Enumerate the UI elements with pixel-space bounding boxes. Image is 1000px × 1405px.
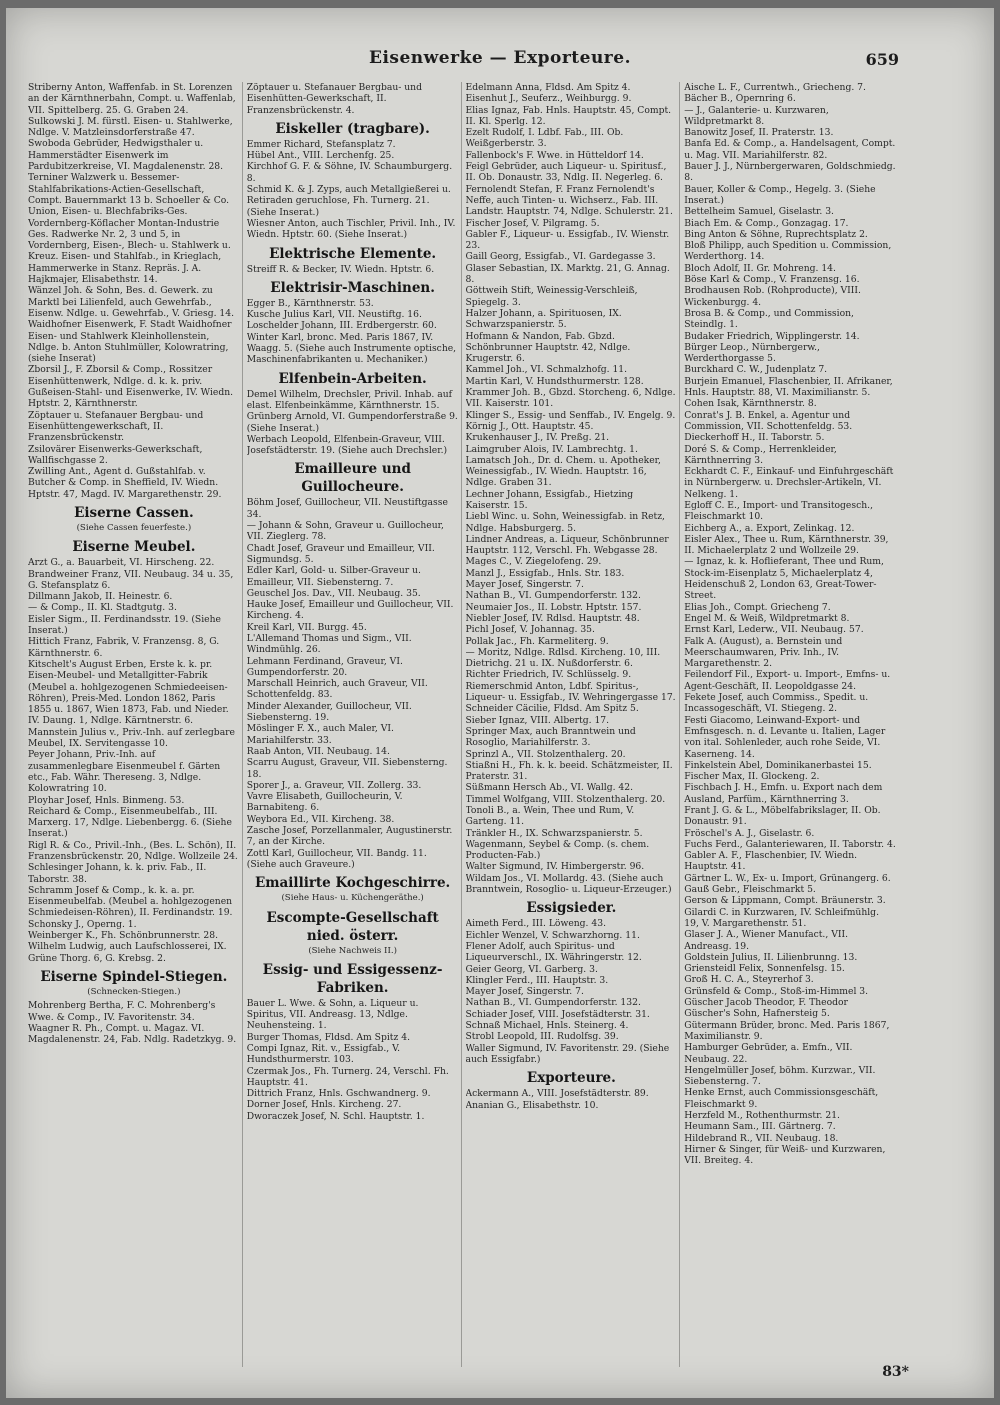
directory-entry: Vavre Elisabeth, Guillocheurin, V. Barnabiteng. 6. (246, 791, 403, 814)
directory-entry: Marschall Heinrich, auch Graveur, VII. Schottenfeldg. 83. (246, 678, 428, 701)
directory-entry: Glaser J. A., Wiener Manufact., VII. Andreasg. 19. (684, 929, 849, 952)
directory-entry: Richter Friedrich, IV. Schlüsselg. 9. (465, 669, 632, 681)
directory-entry: Ananian G., Elisabethstr. 10. (465, 1099, 599, 1111)
directory-entry: Weinberger K., Fh. Schönbrunnerstr. 28. (28, 930, 218, 942)
directory-entry: Groß H. C. A., Steyrerhof 3. (684, 974, 814, 986)
directory-entry: Lechner Johann, Essigfab., Hietzing Kaiserstr. 15. (465, 488, 634, 511)
directory-entry: Krukenhauser J., IV. Preßg. 21. (465, 432, 610, 444)
directory-entry: Streiff R. & Becker, IV. Wiedn. Hptstr. 6. (246, 263, 435, 275)
directory-entry: Ezelt Rudolf, I. Ldbf. Fab., III. Ob. Weißgerberstr. 3. (465, 127, 624, 150)
section-heading: Essigsieder. (526, 900, 617, 917)
directory-entry: Pichl Josef, V. Johannag. 35. (465, 624, 595, 636)
section-note: (Siehe Cassen feuerfeste.) (76, 522, 192, 533)
directory-entry: Striberny Anton, Waffenfab. in St. Lorenzen an der Kärnthnerbahn, Compt. u. Waffenlab, VII. Spittelberg. 25. G. Graben 24. (28, 82, 236, 116)
directory-entry: Kreil Karl, VII. Burgg. 45. (246, 621, 367, 633)
directory-entry: Schneider Cäcilie, Fldsd. Am Spitz 5. (465, 703, 639, 715)
directory-entry: Walter Sigmund, IV. Himbergerstr. 96. (465, 861, 645, 873)
directory-entry: Eckhardt C. F., Einkauf- und Einfuhrgeschäft in Nürnbergerw. u. Drechsler-Artikeln, VI. Nelkeng. 1. (684, 466, 894, 500)
directory-entry: Halzer Johann, a. Spirituosen, IX. Schwarzspanierstr. 5. (465, 307, 622, 331)
directory-entry: Heumann Sam., III. Gärtnerg. 7. (684, 1121, 836, 1133)
directory-entry: Möslinger F. X., auch Maler, VI. Mariahilferstr. 33. (246, 723, 394, 746)
directory-entry: Laimgruber Alois, IV. Lambrechtg. 1. (465, 443, 638, 455)
directory-entry: Brodhausen Rob. (Rohproducte), VIII. Wickenburgg. 4. (684, 285, 861, 308)
directory-entry: Bürger Leop., Nürnbergerw., Werderthorgasse 5. (684, 341, 820, 365)
directory-entry: Terniner Walzwerk u. Bessemer-Stahlfabrikations-Actien-Gesellschaft, Compt. Bauernmarkt 13 b. Schoeller & Co. (28, 172, 230, 206)
page-number: 659 (865, 50, 899, 69)
directory-entry: Martin Karl, V. Hundsthurmerstr. 128. (465, 375, 644, 387)
directory-entry: Fröschel's A. J., Giselastr. 6. (684, 827, 815, 839)
section-heading: Exporteure. (526, 1070, 616, 1087)
directory-entry: Swoboda Gebrüder, Hedwigsthaler u. Hammerstädter Eisenwerk im Pardubitzerkreise, VI. Magdalenenstr. 28. (28, 138, 224, 173)
directory-entry: Sulkowski J. M. fürstl. Eisen- u. Stahlwerke, Ndlge. V. Matzleinsdorferstraße 47. (28, 115, 233, 139)
directory-entry: Bauer L. Wwe. & Sohn, a. Liqueur u. Spiritus, VII. Andreasg. 13, Ndlge. Neuhensteing. 1. (246, 997, 419, 1032)
directory-entry: Gerson & Lippmann, Compt. Bräunerstr. 3. (684, 895, 886, 907)
directory-entry: Lehmann Ferdinand, Graveur, VI. Gumpendorferstr. 20. (246, 655, 403, 678)
directory-entry: Klingler Ferd., III. Hauptstr. 3. (465, 974, 609, 986)
directory-entry: Egger B., Kärnthnerstr. 53. (246, 297, 374, 309)
directory-entry: Waidhofner Eisenwerk, F. Stadt Waidhofner Eisen- und Stahlwerk Kleinhollenstein, Ndlge. b. Anton Stuhlmüller, Kolowratring, (siehe Inserat) (28, 319, 232, 365)
directory-entry: L'Allemand Thomas und Sigm., VII. Windmühlg. 26. (246, 632, 412, 656)
section-heading: Emaillirte Kochgeschirre. (254, 875, 451, 892)
directory-entry: Neumaier Jos., II. Lobstr. Hptstr. 157. (465, 601, 642, 613)
directory-entry: Zottl Karl, Guillocheur, VII. Bandg. 11. (Siehe auch Graveure.) (246, 847, 427, 870)
directory-entry: Wilhelm Ludwig, auch Laufschlosserei, IX. Grüne Thorg. 6, G. Krebsg. 2. (28, 941, 227, 964)
section-heading: Elektrische Elemente. (269, 245, 437, 262)
directory-entry: Goldstein Julius, II. Lilienbrunng. 13. (684, 951, 858, 963)
directory-entry: Zsilovärer Eisenwerks-Gewerkschaft, Wallfischgasse 2. (28, 443, 203, 466)
directory-entry: — Ignaz, k. k. Hoflieferant, Thee und Rum, Stock-im-Eisenplatz 5, Michaelerplatz 4, Heidenschuß 2, London 63, Great-Tower-Street. (684, 556, 884, 602)
directory-entry: Schramm Josef & Comp., k. k. a. pr. Eisenmeubelfab. (Meubel a. hohlgezogenen Schmiedeisen-Röhren), II. Ferdinandstr. 19. (28, 884, 233, 919)
directory-entry: Güscher Jacob Theodor, F. Theodor Güscher's Sohn, Hafnersteig 5. (684, 997, 848, 1020)
directory-entry: Schmid K. & J. Zyps, auch Metallgießerei u. Retiraden geruchlose, Fh. Turnerg. 21. (Siehe Inserat.) (246, 184, 451, 218)
section-heading: Eiserne Spindel-Stiegen. (40, 968, 228, 985)
directory-entry: Gabler A. F., Flaschenbier, IV. Wiedn. Hauptstr. 41. (684, 850, 858, 873)
directory-entry: Glaser Sebastian, IX. Marktg. 21, G. Annag. 8. (465, 262, 670, 286)
directory-entry: Conrat's J. B. Enkel, a. Agentur und Commission, VII. Schottenfeldg. 53. (684, 409, 853, 432)
directory-entry: Schonsky J., Operng. 1. (28, 918, 137, 930)
section-heading: Escompte-Gesellschaft nied. österr. (266, 909, 439, 944)
section-heading: Elektrisir-Maschinen. (270, 279, 435, 296)
directory-entry: Nathan B., VI. Gumpendorferstr. 132. (465, 997, 641, 1009)
directory-entry: Edelmann Anna, Fldsd. Am Spitz 4. (465, 82, 631, 93)
directory-entry: Gilardi C. in Kurzwaren, IV. Schleifmühlg. 19, V. Margarethenstr. 51. (684, 906, 879, 929)
directory-entry: Mages C., V. Ziegelofeng. 29. (465, 556, 602, 568)
directory-entry: Edler Karl, Gold- u. Silber-Graveur u. Emailleur, VII. Siebensterng. 7. (246, 565, 421, 588)
directory-entry: Wiesner Anton, auch Tischler, Privil. Inh., IV. Wiedn. Hptstr. 60. (Siehe Inserat.) (246, 217, 456, 241)
directory-entry: Eisenhut J., Seuferz., Weihburgg. 9. (465, 93, 632, 105)
directory-entry: Zborsil J., F. Zborsil & Comp., Rossitzer Eisenhüttenwerk, Ndlge. d. k. k. priv. Gußeisen-Stahl- und Eisenwerke, IV. Wiedn. Hptstr. 2, Kärnthnerstr. (28, 364, 234, 410)
directory-entry: Feilendorf Fil., Export- u. Import-, Emfns- u. Agent-Geschäft, II. Leopoldgasse 24. (684, 669, 891, 692)
directory-entry: Ackermann A., VIII. Josefstädterstr. 89. (465, 1088, 649, 1100)
directory-entry: Sieber Ignaz, VIII. Albertg. 17. (465, 714, 610, 726)
document-page (6, 8, 994, 1398)
directory-entry: Ernst Karl, Lederw., VII. Neubaug. 57. (684, 624, 864, 636)
directory-entry: Brosa B. & Comp., und Commission, Steindlg. 1. (684, 307, 854, 331)
directory-entry: Krammer Joh. B., Gbzd. Storcheng. 6, Ndlge. VII. Kaiserstr. 101. (465, 387, 676, 410)
directory-entry: Gaill Georg, Essigfab., VI. Gardegasse 3. (465, 251, 656, 263)
directory-entry: Hamburger Gebrüder, a. Emfn., VII. Neubaug. 22. (684, 1042, 853, 1065)
directory-entry: Scarru August, Graveur, VII. Siebensterng. 18. (246, 757, 448, 780)
directory-entry: Fekete Josef, auch Commiss., Spedit. u. Incassogeschäft, VI. Stiegeng. 2. (684, 692, 869, 715)
section-heading: Elfenbein-Arbeiten. (278, 370, 427, 387)
directory-entry: Strobl Leopold, III. Rudolfsg. 39. (465, 1031, 619, 1043)
directory-entry: Hauke Josef, Emailleur und Guillocheur, VII. Kircheng. 4. (246, 599, 454, 622)
directory-entry: Klinger S., Essig- und Senffab., IV. Engelg. 9. (465, 409, 676, 421)
directory-entry: Gärtner L. W., Ex- u. Import, Grünangerg. 6. (684, 872, 891, 884)
directory-entry: Burckhard C. W., Judenplatz 7. (684, 364, 828, 376)
directory-entry: Schnaß Michael, Hnls. Steinerg. 4. (465, 1020, 629, 1032)
directory-entry: Bing Anton & Söhne, Ruprechtsplatz 2. (684, 228, 868, 240)
directory-entry: Fischer Max, II. Glockeng. 2. (684, 771, 820, 783)
directory-entry: Vordernberg-Köflacher Montan-Industrie Ges. Radwerke Nr. 2, 3 und 5, in Vordernberg, Eisen-, Blech- u. Stahlwerk u. Kreuz. Eisen- und Stahlfab., in Krieglach, Hammerwerke in Stanz. Repräs. J. A. Hajkmajer, Elisabethstr. 14. (28, 217, 231, 286)
column-1 (28, 82, 243, 1367)
signature-mark: 83* (882, 1364, 909, 1380)
section-note: (Siehe Nachweis II.) (308, 945, 397, 956)
directory-entry: Bloch Adolf, II. Gr. Mohreng. 14. (684, 262, 836, 274)
directory-entry: Eisler Sigm., II. Ferdinandsstr. 19. (Siehe Inserat.) (28, 613, 221, 637)
directory-entry: Eisler Alex., Thee u. Rum, Kärnthnerstr. 39, II. Michaelerplatz 2 und Wollzeile 29. (684, 533, 889, 557)
directory-entry: — J., Galanterie- u. Kurzwaren, Wildpretmarkt 8. (684, 104, 829, 127)
directory-entry: Bauer J. J., Nürnbergerwaren, Goldschmiedg. 8. (684, 161, 896, 184)
directory-entry: Dittrich Franz, Hnls. Gschwandnerg. 9. (246, 1088, 431, 1100)
directory-entry: Nathan B., VI. Gumpendorferstr. 132. (465, 590, 641, 602)
directory-entry: Geier Georg, VI. Garberg. 3. (465, 963, 598, 975)
directory-entry: Dorner Josef, Hnls. Kircheng. 27. (246, 1099, 402, 1111)
directory-entry: Kusche Julius Karl, VII. Neustiftg. 16. (246, 309, 422, 321)
directory-entry: Eichberg A., a. Export, Zelinkag. 12. (684, 522, 855, 534)
directory-entry: Emmer Richard, Stefansplatz 7. (246, 138, 396, 150)
directory-entry: Weybora Ed., VII. Kircheng. 38. (246, 813, 395, 825)
directory-entry: Aische L. F., Currentwh., Griecheng. 7. (684, 82, 866, 93)
directory-entry: Union, Eisen- u. Blechfabriks-Ges. (28, 206, 188, 218)
directory-entry: Riemerschmid Anton, Ldbf. Spiritus-, Liqueur- u. Essigfab., IV. Wehringergasse 17. (465, 680, 676, 704)
directory-entry: Fallenbock's F. Wwe. in Hütteldorf 14. (465, 149, 644, 161)
directory-entry: Frant J. G. & L., Möbelfabrikslager, II. Ob. Donaustr. 91. (684, 805, 881, 828)
directory-entry: Geuschel Jos. Dav., VII. Neubaug. 35. (246, 587, 421, 599)
section-note: (Schnecken-Stiegen.) (87, 986, 181, 997)
directory-entry: Hengelmüller Josef, böhm. Kurzwar., VII. Siebensterng. 7. (684, 1064, 876, 1088)
directory-entry: Egloff C. E., Import- und Transitogesch., Fleischmarkt 10. (684, 499, 873, 523)
directory-entry: — & Comp., II. Kl. Stadtgutg. 3. (28, 602, 177, 614)
directory-entry: Brandweiner Franz, VII. Neubaug. 34 u. 35, G. Stefansplatz 6. (28, 568, 234, 591)
directory-entry: Cohen Isak, Kärnthnerstr. 8. (684, 398, 817, 410)
directory-entry: Demel Wilhelm, Drechsler, Privil. Inhab. auf elast. Elfenbeinkämme, Kärnthnerstr. 15. (246, 388, 453, 411)
directory-entry: Sporer J., a. Graveur, VII. Zollerg. 33. (246, 779, 422, 791)
directory-entry: Göttweih Stift, Weinessig-Verschleiß, Spiegelg. 3. (465, 285, 638, 308)
directory-entry: Minder Alexander, Guillocheur, VII. Siebensterng. 19. (246, 700, 412, 724)
directory-entry: Biach Em. & Comp., Gonzagag. 17. (684, 217, 849, 229)
directory-entry: Flener Adolf, auch Spiritus- und Liqueurverschl., IX. Währingerstr. 12. (465, 940, 642, 964)
directory-entry: Niebler Josef, IV. Rdlsd. Hauptstr. 48. (465, 612, 640, 624)
directory-columns (28, 82, 898, 1367)
directory-entry: Waagner R. Ph., Compt. u. Magaz. VI. Magdalenenstr. 24, Fab. Ndlg. Radetzkyg. 9. (28, 1022, 237, 1046)
directory-entry: Bloß Philipp, auch Spedition u. Commission, Werderthorg. 14. (684, 240, 892, 263)
directory-entry: Stiaßni H., Fh. k. k. beeid. Schätzmeister, II. Praterstr. 31. (465, 759, 673, 783)
directory-entry: Werbach Leopold, Elfenbein-Graveur, VIII. Josefstädterstr. 19. (Siehe auch Drechsler.) (246, 433, 448, 457)
directory-entry: Kammel Joh., VI. Schmalzhofg. 11. (465, 364, 628, 376)
directory-entry: Rigl R. & Co., Privil.-Inh., (Bes. L. Schön), II. Franzensbrückenstr. 20, Ndlge. Wollzeile 24. (28, 839, 238, 862)
section-heading: Essig- und Essigessenz-Fabriken. (262, 961, 443, 996)
directory-entry: Sprinzl A., VII. Stolzenthalerg. 20. (465, 748, 626, 760)
directory-entry: Doré S. & Comp., Herrenkleider, Kärnthnerring 3. (684, 443, 837, 466)
directory-entry: Gauß Gebr., Fleischmarkt 5. (684, 884, 816, 896)
directory-entry: Czermak Jos., Fh. Turnerg. 24, Verschl. Fh. Hauptstr. 41. (246, 1065, 449, 1088)
directory-entry: Tonoli B., a. Wein, Thee und Rum, V. Garteng. 11. (465, 805, 635, 828)
directory-entry: Schiader Josef, VIII. Josefstädterstr. 31. (465, 1008, 650, 1020)
directory-entry: Kirchhof G. F. & Söhne, IV. Schaumburgerg. 8. (246, 161, 453, 184)
directory-entry: Lindner Andreas, a. Liqueur, Schönbrunner Hauptstr. 112, Verschl. Fh. Webgasse 28. (465, 533, 669, 557)
directory-entry: Hofmann & Nandon, Fab. Gbzd. Schönbrunner Hauptstr. 42, Ndlge. Krugerstr. 6. (465, 330, 631, 365)
directory-entry: Grünsfeld & Comp., Stoß-im-Himmel 3. (684, 985, 869, 997)
directory-entry: Banfa Ed. & Comp., a. Handelsagent, Compt. u. Mag. VII. Mariahilferstr. 82. (684, 138, 896, 161)
directory-entry: Körnig J., Ott. Hauptstr. 45. (465, 420, 594, 432)
directory-entry: Wagenmann, Seybel & Comp. (s. chem. Producten-Fab.) (465, 838, 650, 862)
directory-entry: Springer Max, auch Branntwein und Rosoglio, Mariahilferstr. 3. (465, 725, 636, 749)
directory-entry: Winter Karl, bronc. Med. Paris 1867, IV. Waagg. 5. (Siehe auch Instrumente optische, Maschinenfabrikanten u. Mechaniker.) (246, 331, 457, 366)
directory-entry: Hübel Ant., VIII. Lerchenfg. 25. (246, 150, 395, 162)
directory-entry: Zasche Josef, Porzellanmaler, Augustinerstr. 7, an der Kirche. (246, 825, 453, 848)
directory-entry: Engel M. & Weiß, Wildpretmarkt 8. (684, 612, 850, 624)
directory-entry: Bettelheim Samuel, Giselastr. 3. (684, 206, 834, 218)
directory-entry: Kitschelt's August Erben, Erste k. k. pr. Eisen-Meubel- und Metallgitter-Fabrik (Meubel a. hohlgezogenen Schmiedeeisen-Röhren), Preis-Med. London 1862, Paris 1855 u. 1867, Wien 1873, Fab. und Nieder. IV. Daung. 1, Ndlge. Kärntnerstr. 6. (28, 658, 229, 727)
directory-entry: Grünberg Arnold, VI. Gumpendorferstraße 9. (Siehe Inserat.) (246, 411, 458, 434)
directory-entry: Zwilling Ant., Agent d. Gußstahlfab. v. Butcher & Comp. in Sheffield, IV. Wiedn. Hptstr. 47, Magd. IV. Margarethenstr. 29. (28, 466, 222, 500)
column-3 (466, 82, 681, 1367)
directory-entry: — Johann & Sohn, Graveur u. Guillocheur, VII. Zieglerg. 78. (246, 520, 444, 543)
directory-entry: Burjein Emanuel, Flaschenbier, II. Afrikaner, Hnls. Hauptstr. 88, VI. Maximilianstr. 5. (684, 375, 893, 399)
directory-entry: Aimeth Ferd., III. Löweng. 43. (465, 918, 607, 930)
section-heading: Eiserne Cassen. (74, 504, 194, 521)
directory-entry: Fernolendt Stefan, F. Franz Fernolendt's Neffe, auch Tinten- u. Wichserz., Fab. III. Landstr. Hauptstr. 74, Ndlge. Schulerstr. 21. (465, 183, 673, 218)
directory-entry: Festi Giacomo, Leinwand-Export- und Emfnsgesch. n. d. Levante u. Italien, Lager von ital. Sohlenleder, auch rohe Seide, VI. Kaserneng. 14. (684, 714, 886, 760)
directory-entry: Herzfeld M., Rothenthurmstr. 21. (684, 1110, 840, 1122)
section-heading: Eiskeller (tragbare). (275, 120, 430, 137)
directory-entry: Compi Ignaz, Rit. v., Essigfab., V. Hundsthurmerstr. 103. (246, 1043, 401, 1066)
directory-entry: Böhm Josef, Guillocheur, VII. Neustiftgasse 34. (246, 497, 448, 520)
page-header-title: Eisenwerke — Exporteure. (369, 48, 631, 68)
directory-entry: Mannstein Julius v., Priv.-Inh. auf zerlegbare Meubel, IX. Servitengasse 10. (28, 726, 235, 750)
directory-entry: Loschelder Johann, III. Erdbergerstr. 60. (246, 320, 437, 332)
directory-entry: Wildam Jos., VI. Mollardg. 43. (Siehe auch Branntwein, Rosoglio- u. Liqueur-Erzeuger.) (465, 872, 672, 896)
column-2 (247, 82, 462, 1367)
directory-entry: Timmel Wolfgang, VIII. Stolzenthalerg. 20. (465, 793, 666, 805)
section-note: (Siehe Haus- u. Küchengeräthe.) (281, 893, 424, 904)
directory-entry: Elias Joh., Compt. Griecheng 7. (684, 601, 831, 613)
directory-entry: Budaker Friedrich, Wipplingerstr. 14. (684, 330, 860, 342)
directory-entry: Mayer Josef, Singerstr. 7. (465, 986, 584, 998)
directory-entry: Mohrenberg Bertha, F. C. Mohrenberg's Wwe. & Comp., IV. Favoritenstr. 34. (28, 1000, 216, 1023)
directory-entry: Falk A. (August), a. Bernstein und Meerschaumwaren, Priv. Inh., IV. Margarethenstr. 2. (684, 635, 843, 670)
directory-entry: — Moritz, Ndlge. Rdlsd. Kircheng. 10, III. Dietrichg. 21 u. IX. Nußdorferstr. 6. (465, 646, 661, 670)
directory-entry: Burger Thomas, Fldsd. Am Spitz 4. (246, 1031, 410, 1043)
directory-entry: Peyer Johann, Priv.-Inh. auf zusammenlegbare Eisenmeubel f. Gärten etc., Fab. Währ. Thereseng. 3, Ndlge. Kolowratring 10. (28, 749, 221, 795)
directory-entry: Wänzel Joh. & Sohn, Bes. d. Gewerk. zu Marktl bei Lilienfeld, auch Gewehrfab., Eisenw. Ndlge. u. Gewehrfab., V. Griesg. 14. (28, 285, 235, 319)
directory-entry: Griensteidl Felix, Sonnenfelsg. 15. (684, 963, 845, 975)
directory-entry: Tränkler H., IX. Schwarzspanierstr. 5. (465, 827, 643, 839)
directory-entry: Bächer B., Opernring 6. (684, 93, 796, 105)
directory-entry: Gabler F., Liqueur- u. Essigfab., IV. Wienstr. 23. (465, 228, 670, 252)
directory-entry: Dieckerhoff H., II. Taborstr. 5. (684, 432, 825, 444)
directory-entry: Süßmann Hersch Ab., VI. Wallg. 42. (465, 782, 634, 794)
directory-entry: Pollak Jac., Fh. Karmeliterg. 9. (465, 635, 609, 647)
directory-entry: Hirner & Singer, für Weiß- und Kurzwaren, VII. Breiteg. 4. (684, 1143, 886, 1167)
directory-entry: Finkelstein Abel, Dominikanerbastei 15. (684, 759, 872, 771)
directory-entry: Ployhar Josef, Hnls. Binmeng. 53. (28, 794, 185, 806)
directory-entry: Hildebrand R., VII. Neubaug. 18. (684, 1132, 839, 1144)
directory-entry: Reichard & Comp., Eisenmeubelfab., III. Marxerg. 17, Ndlge. Liebenbergg. 6. (Siehe Inserat.) (28, 805, 232, 840)
directory-entry: Fischer Josef, V. Pilgramg. 5. (465, 217, 600, 229)
directory-entry: Mayer Josef, Singerstr. 7. (465, 579, 584, 591)
column-4 (684, 82, 898, 1367)
directory-entry: Henke Ernst, auch Commissionsgeschäft, Fleischmarkt 9. (684, 1087, 879, 1110)
directory-entry: Gütermann Brüder, bronc. Med. Paris 1867, Maximilianstr. 9. (684, 1019, 890, 1042)
section-heading: Emailleure und Guillocheure. (294, 461, 411, 496)
directory-entry: Waller Sigmund, IV. Favoritenstr. 29. (Siehe auch Essigfabr.) (465, 1042, 670, 1065)
directory-entry: Arzt G., a. Bauarbeit, VI. Hirscheng. 22. (28, 557, 215, 569)
directory-entry: Feigl Gebrüder, auch Liqueur- u. Spiritusf., II. Ob. Donaustr. 33, Ndlg. II. Negerleg. 6. (465, 161, 667, 184)
directory-entry: Raab Anton, VII. Neubaug. 14. (246, 745, 390, 757)
section-heading: Eiserne Meubel. (72, 539, 196, 556)
directory-entry: Dillmann Jakob, II. Heinestr. 6. (28, 591, 173, 603)
directory-entry: Zöptauer u. Stefanauer Bergbau- und Eisenhüttengewerkschaft, II. Franzensbrückenstr. (28, 409, 204, 444)
directory-entry: Schlesinger Johann, k. k. priv. Fab., II. Taborstr. 38. (28, 862, 207, 885)
directory-entry: Chadt Josef, Graveur und Emailleur, VII. Sigmundsg. 5. (246, 542, 435, 565)
directory-entry: Lamatsch Joh., Dr. d. Chem. u. Apotheker, Weinessigfab., IV. Wiedn. Hauptstr. 16, Ndlge. Graben 31. (465, 454, 661, 489)
directory-entry: Bauer, Koller & Comp., Hegelg. 3. (Siehe Inserat.) (684, 183, 876, 206)
directory-entry: Hittich Franz, Fabrik, V. Franzensg. 8, G. Kärnthnerstr. 6. (28, 636, 220, 659)
directory-entry: Banowitz Josef, II. Praterstr. 13. (684, 127, 834, 139)
directory-entry: Fischbach J. H., Emfn. u. Export nach dem Ausland, Parfüm., Kärnthnerring 3. (684, 782, 883, 805)
directory-entry: Manzl J., Essigfab., Hnls. Str. 183. (465, 567, 625, 579)
directory-entry: Zöptauer u. Stefanauer Bergbau- und Eisenhütten-Gewerkschaft, II. Franzensbrückenstr. 4. (246, 82, 422, 116)
directory-entry: Böse Karl & Comp., V. Franzensg. 16. (684, 274, 860, 286)
directory-entry: Liebl Winc. u. Sohn, Weinessigfab. in Retz, Ndlge. Habsburgerg. 5. (465, 511, 665, 534)
directory-entry: Eichler Wenzel, V. Schwarzhorng. 11. (465, 929, 640, 941)
directory-entry: Fuchs Ferd., Galanteriewaren, II. Taborstr. 4. (684, 838, 896, 850)
directory-entry: Elias Ignaz, Fab. Hnls. Hauptstr. 45, Compt. II. Kl. Sperlg. 12. (465, 104, 672, 127)
directory-entry: Dworaczek Josef, N. Schl. Hauptstr. 1. (246, 1110, 425, 1122)
